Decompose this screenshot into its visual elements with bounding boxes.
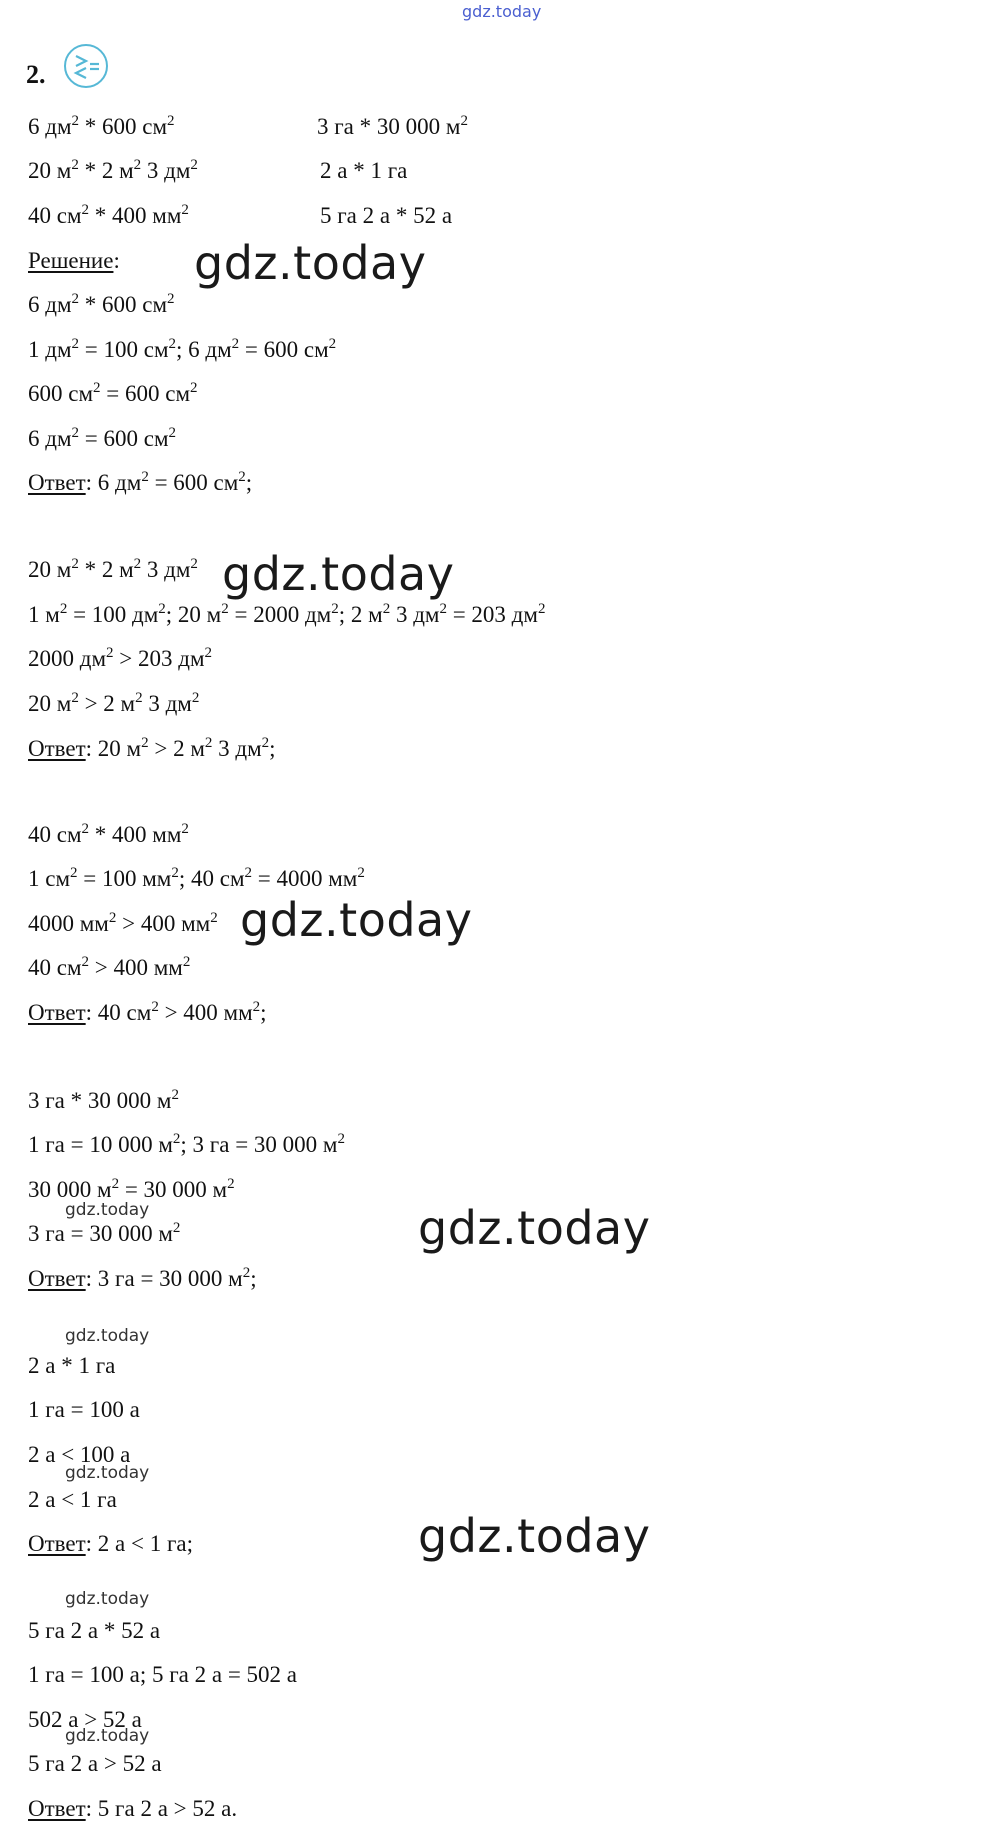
solution-line: 600 $см^2 = 600$ $см^2$ [28,380,198,406]
solution-line: 40 $см^2 > 400$ $мм^2$ [28,954,191,980]
watermark-small: gdz.today [65,1200,150,1220]
solution-line: 6 $дм^2 * 600$ $см^2$ [28,291,175,317]
solution-line: 5 га 2 а * 52 а [28,1618,161,1643]
task-line: 20 $м^2 * 2$ $м^2$ 3 $дм^2$ [28,157,198,183]
solution-line: 6 $дм^2 = 600$ $см^2$ [28,425,176,451]
solution-line: 1 га = 100 а; 5 га 2 а = 502 а [28,1662,297,1687]
answer-line: Ответ: 5 га 2 а > 52 а. [28,1796,238,1821]
header-watermark: gdz.today [462,2,542,21]
watermark: gdz.today [240,893,473,947]
solution-label: Решение: [28,248,120,273]
task-line: 6 $дм^2 * 600$ $см^2$ [28,113,175,139]
solution-line: 502 а > 52 а [28,1707,142,1732]
task-line: 3 га * 30 000 $м^2$ [317,113,468,139]
answer-line: Ответ: 3 га = 30 000 $м^2$; [28,1265,257,1291]
solution-line: 20 $м^2 * 2$ $м^2$ 3 $дм^2$ [28,556,198,582]
solution-line: 2000 $дм^2 > 203$ $дм^2$ [28,645,212,671]
answer-line: Ответ: 2 а < 1 га; [28,1531,194,1556]
solution-line: 2 а < 100 а [28,1442,131,1467]
watermark: gdz.today [418,1509,651,1563]
task-line: 5 га 2 а * 52 а [320,203,453,228]
task-line: 40 $см^2 * 400$ $мм^2$ [28,202,189,228]
solution-line: 1 $дм^2 = 100$ $см^2$; 6 $дм^2 = 600$ $см^2$ [28,336,337,362]
watermark-small: gdz.today [65,1463,150,1483]
watermark-small: gdz.today [65,1726,150,1746]
solution-line: 1 га = 100 а [28,1397,140,1422]
watermark: gdz.today [418,1201,651,1255]
solution-line: 2 а < 1 га [28,1487,117,1512]
solution-line: 1 $см^2 = 100$ $мм^2$; 40 $см^2 = 4000$ $мм^2$ [28,865,365,891]
solution-line: 5 га 2 а > 52 а [28,1751,162,1776]
compare-icon [62,42,110,90]
watermark-small: gdz.today [65,1589,150,1609]
watermark-small: gdz.today [65,1326,150,1346]
solution-line: 20 $м^2 > 2$ $м^2$ 3 $дм^2$ [28,690,200,716]
task-line: 2 а * 1 га [320,158,408,183]
answer-line: Ответ: 20 $м^2 > 2$ $м^2$ 3 $дм^2$; [28,735,276,761]
task-number: 2. [26,60,46,89]
answer-line: Ответ: 40 $см^2 > 400$ $мм^2$; [28,999,267,1025]
watermark: gdz.today [222,547,455,601]
solution-line: 30 000 $м^2 = 30$ 000 $м^2$ [28,1176,235,1202]
solution-line: 3 га * 30 000 $м^2$ [28,1087,179,1113]
solution-line: 3 га = 30 000 $м^2$ [28,1220,181,1246]
solution-line: 1 $м^2 = 100$ $дм^2$; 20 $м^2 = 2000$ $дм^2$; 2 $м^2$ 3 $дм^2 = 203$ $дм^2$ [28,601,546,627]
solution-line: 40 $см^2 * 400$ $мм^2$ [28,821,189,847]
solution-line: 4000 $мм^2 > 400$ $мм^2$ [28,910,218,936]
solution-line: 2 а * 1 га [28,1353,116,1378]
solution-line: 1 га = 10 000 $м^2$; 3 га = 30 000 $м^2$ [28,1131,345,1157]
answer-line: Ответ: 6 $дм^2 = 600$ $см^2$; [28,469,253,495]
watermark: gdz.today [194,236,427,290]
